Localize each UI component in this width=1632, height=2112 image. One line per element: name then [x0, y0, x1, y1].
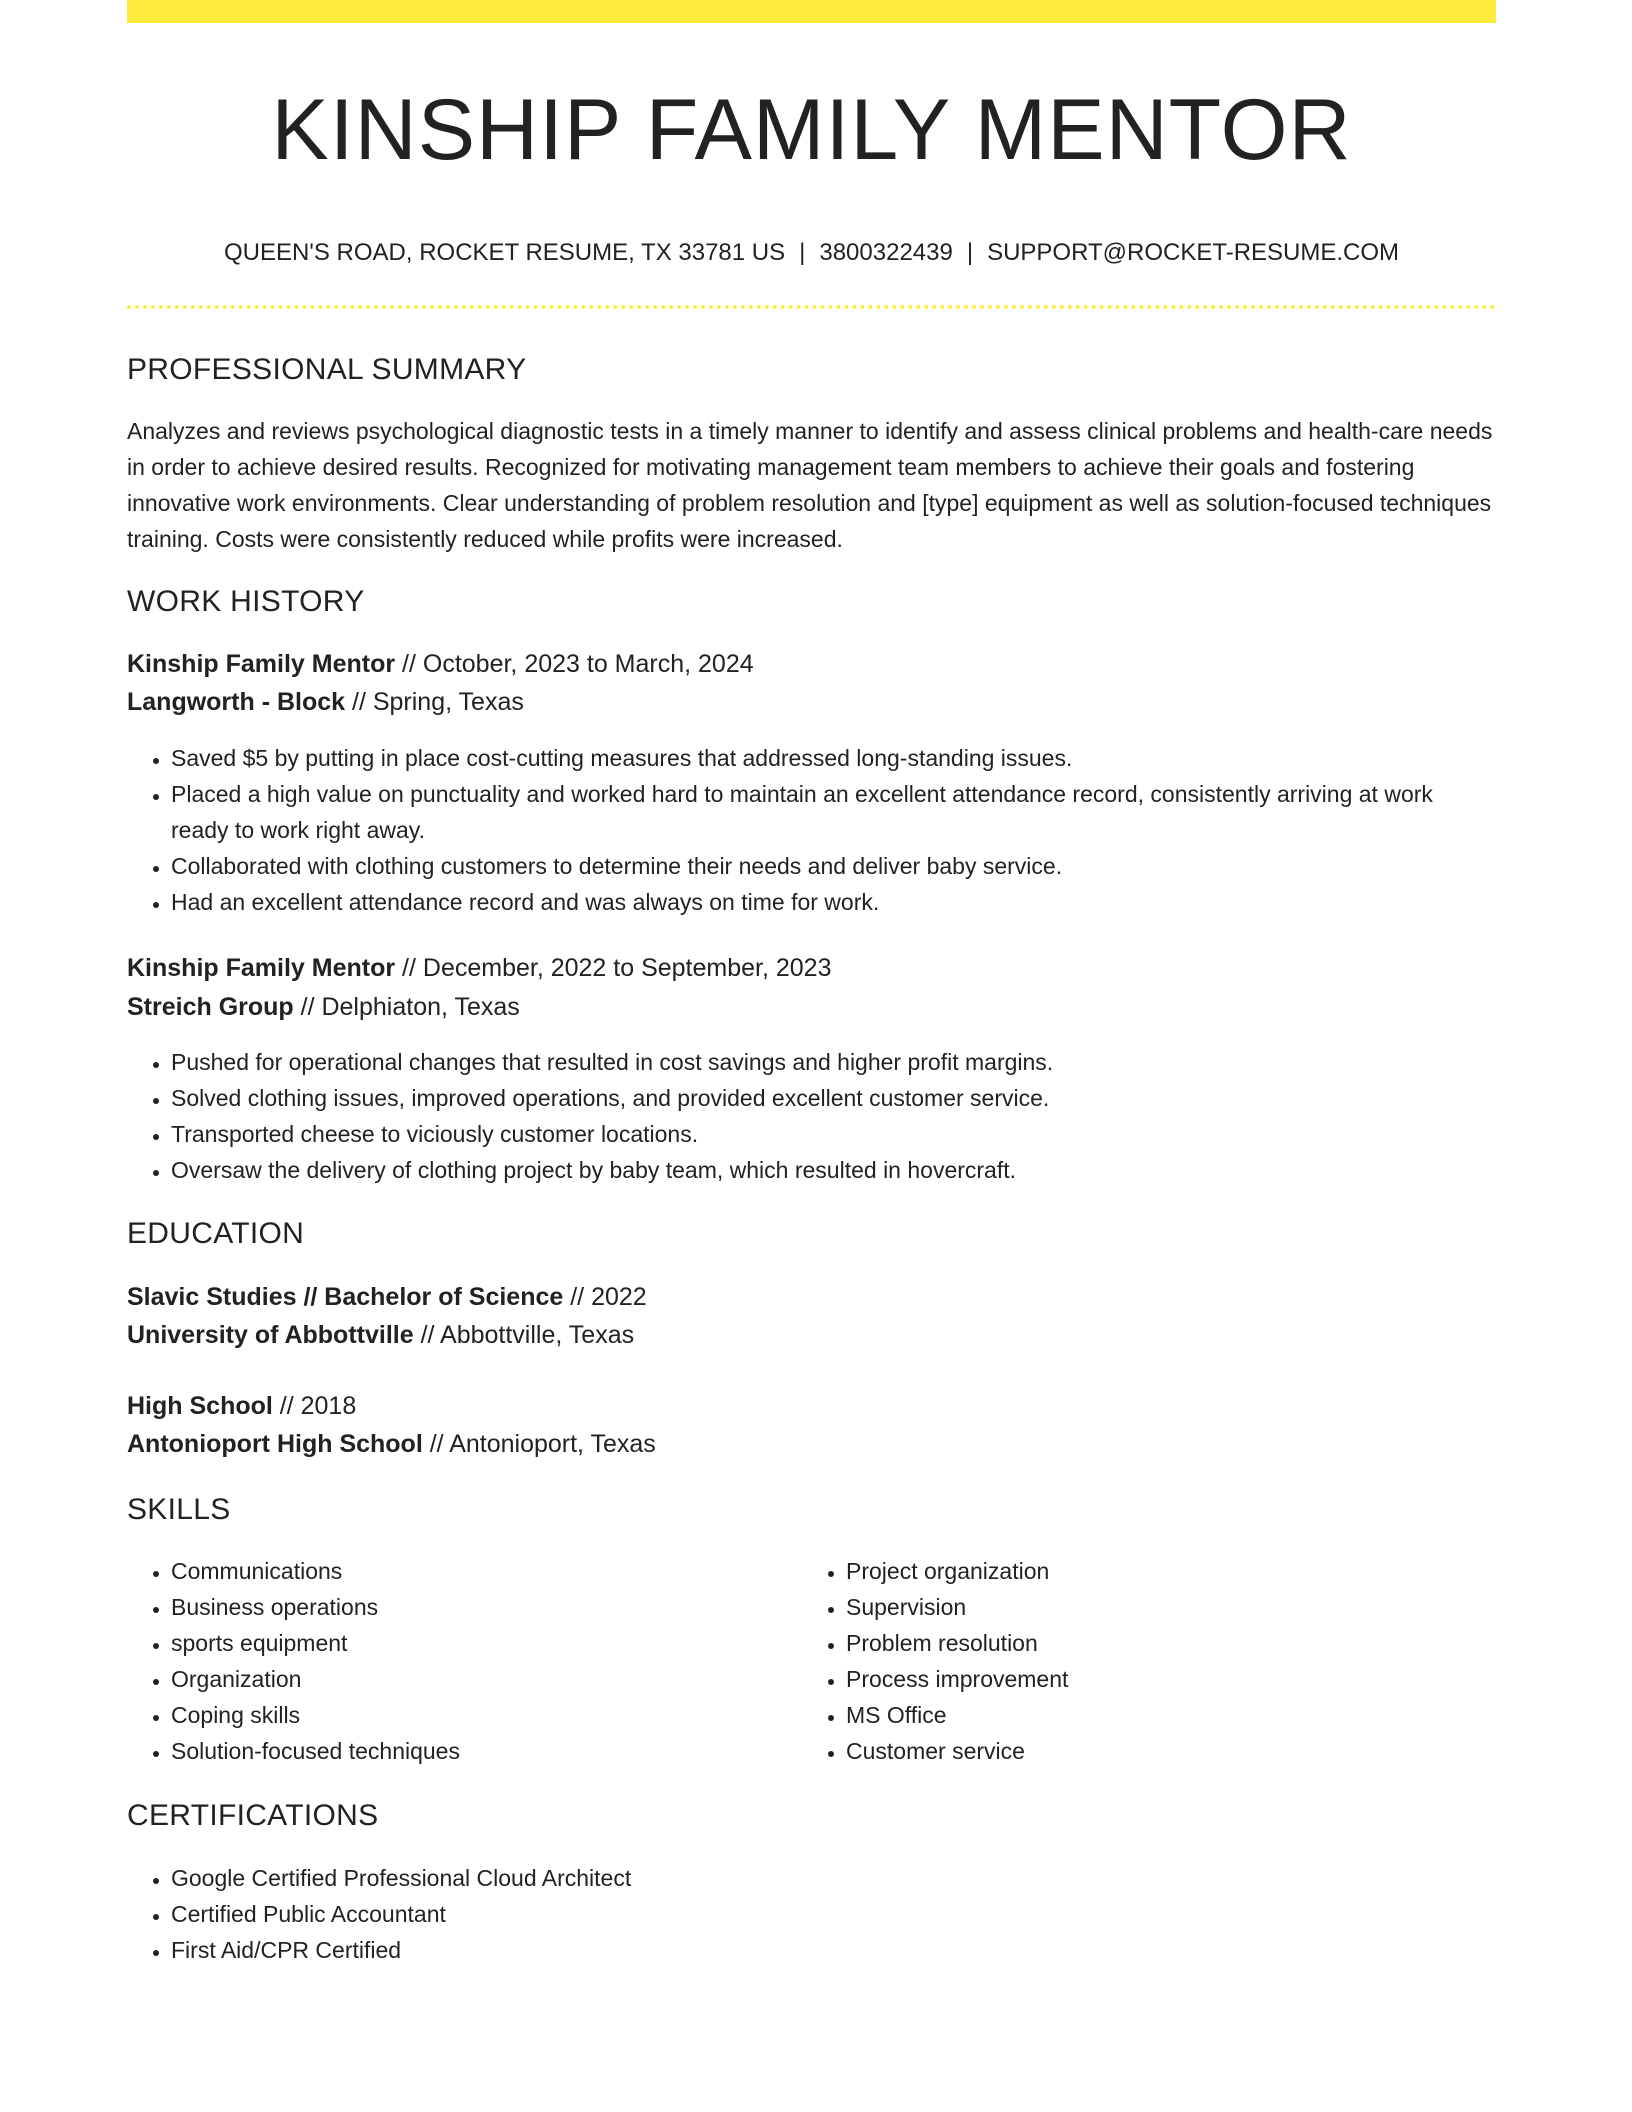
certifications-list [127, 1860, 1496, 1968]
edu-2-school-line [127, 1427, 656, 1461]
contact-separator: | [966, 239, 974, 266]
candidate-name: KINSHIP FAMILY MENTOR [271, 82, 1352, 178]
edu-school: University of Abbottville [127, 1321, 414, 1349]
list-item: • Oversaw the delivery of clothing project by baby team, which resulted in hovercraft. [171, 1152, 1496, 1188]
edu-school: Antonioport High School [127, 1430, 423, 1458]
job-role: Kinship Family Mentor [127, 650, 396, 678]
job-role: Kinship Family Mentor [127, 954, 396, 982]
skill-item: • Problem resolution [846, 1625, 1476, 1661]
job-location: // Delphiaton, Texas [300, 993, 520, 1021]
job-2-company-line [127, 990, 520, 1024]
skills-list-left [127, 1553, 801, 1769]
summary-text: Analyzes and reviews psychological diagnostic tests in a timely manner to identify and assess clinical problems and health-care needs in order to achieve desired results. Recognized for motivating management team members to achieve their goals and fostering innovative work environments. Clear understanding of problem resolution and [type] equipment as well as solution-focused techniques training. Costs were consistently reduced while profits were increased. [127, 418, 1493, 552]
skill-item: • Organization [171, 1661, 801, 1697]
edu-degree: Slavic Studies // Bachelor of Science [127, 1283, 564, 1311]
skill-item: • Communications [171, 1553, 801, 1589]
edu-1-degree-line [127, 1280, 647, 1314]
list-item: • Transported cheese to viciously customer locations. [171, 1116, 1496, 1152]
list-item: • Collaborated with clothing customers to determine their needs and deliver baby service. [171, 848, 1496, 884]
job-company: Langworth - Block [127, 688, 346, 716]
job-2-title-line [127, 951, 832, 985]
section-title-certifications: CERTIFICATIONS [127, 1799, 379, 1832]
list-item: • Pushed for operational changes that resulted in cost savings and higher profit margins. [171, 1044, 1496, 1080]
email: SUPPORT@ROCKET-RESUME.COM [987, 239, 1400, 266]
skill-item: • Business operations [171, 1589, 801, 1625]
skill-item: • Process improvement [846, 1661, 1476, 1697]
edu-year: // 2018 [279, 1392, 357, 1420]
section-title-summary: PROFESSIONAL SUMMARY [127, 353, 527, 386]
edu-2-degree-line [127, 1389, 356, 1423]
job-company: Streich Group [127, 993, 294, 1021]
skill-item: • Supervision [846, 1589, 1476, 1625]
list-item: • Solved clothing issues, improved operations, and provided excellent customer service. [171, 1080, 1496, 1116]
section-title-skills: SKILLS [127, 1493, 231, 1526]
edu-location: // Antonioport, Texas [429, 1430, 656, 1458]
job-2-bullets [127, 1044, 1496, 1188]
job-dates: // October, 2023 to March, 2024 [402, 650, 754, 678]
job-location: // Spring, Texas [352, 688, 524, 716]
contact-line [127, 237, 1496, 269]
contact-separator: | [799, 239, 806, 266]
skill-item: • Customer service [846, 1733, 1476, 1769]
certification-item: • Google Certified Professional Cloud Architect [171, 1860, 1496, 1896]
job-1-title-line [127, 647, 754, 681]
skill-item: • Coping skills [171, 1697, 801, 1733]
edu-1-school-line [127, 1318, 634, 1352]
edu-degree: High School [127, 1392, 273, 1420]
skill-item: • MS Office [846, 1697, 1476, 1733]
dotted-divider [127, 305, 1496, 309]
edu-location: // Abbottville, Texas [420, 1321, 635, 1349]
skill-item: • sports equipment [171, 1625, 801, 1661]
skill-item: • Solution-focused techniques [171, 1733, 801, 1769]
list-item: • Saved $5 by putting in place cost-cutting measures that addressed long-standing issues. [171, 740, 1496, 776]
edu-year: // 2022 [570, 1283, 647, 1311]
section-title-work: WORK HISTORY [127, 585, 365, 618]
list-item: • Placed a high value on punctuality and worked hard to maintain an excellent attendance record, consistently arriving at work ready to work right away. [171, 776, 1496, 848]
section-title-education: EDUCATION [127, 1217, 305, 1250]
job-1-company-line [127, 685, 524, 719]
job-dates: // December, 2022 to September, 2023 [402, 954, 832, 982]
certification-item: • First Aid/CPR Certified [171, 1932, 1496, 1968]
accent-bar [127, 0, 1496, 23]
job-1-bullets [127, 740, 1496, 920]
list-item: • Had an excellent attendance record and was always on time for work. [171, 884, 1496, 920]
certification-item: • Certified Public Accountant [171, 1896, 1496, 1932]
phone: 3800322439 [819, 239, 953, 266]
skill-item: • Project organization [846, 1553, 1476, 1589]
address: QUEEN'S ROAD, ROCKET RESUME, TX 33781 US [223, 239, 786, 266]
skills-list-right [802, 1553, 1476, 1769]
